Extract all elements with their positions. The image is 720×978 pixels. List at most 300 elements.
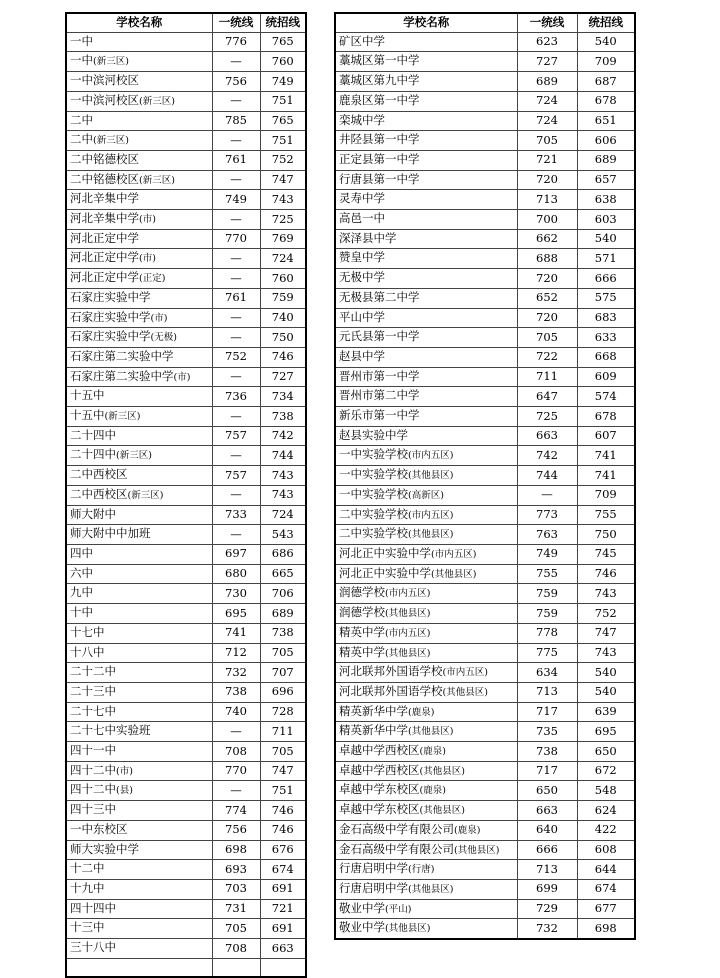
admission-line-value: 638 xyxy=(577,190,635,210)
school-name-cell xyxy=(66,72,212,92)
school-district-note: (鹿泉) xyxy=(454,824,481,836)
unified-line-value: 652 xyxy=(517,288,577,308)
unified-line-value: 756 xyxy=(212,72,260,92)
school-district-note: (其他县区) xyxy=(408,883,454,895)
unified-line-value: 720 xyxy=(517,269,577,289)
admission-line-value: 651 xyxy=(577,111,635,131)
school-name: 精英中学 xyxy=(339,644,385,659)
school-name: 精英新华中学 xyxy=(339,723,408,738)
admission-line-value: 540 xyxy=(577,663,635,683)
school-name-cell xyxy=(335,919,517,939)
table-row xyxy=(335,702,635,722)
unified-line-value: 740 xyxy=(212,702,260,722)
table-row xyxy=(66,269,306,289)
unified-line-value: — xyxy=(212,407,260,427)
unified-line-value: 755 xyxy=(517,564,577,584)
unified-line-value: 724 xyxy=(517,111,577,131)
admission-line-value: 734 xyxy=(260,387,306,407)
table-row xyxy=(335,919,635,939)
unified-line-value: 722 xyxy=(517,347,577,367)
school-name: 卓越中学西校区 xyxy=(339,762,420,777)
table-row xyxy=(66,328,306,348)
unified-line-value: 778 xyxy=(517,623,577,643)
school-name: 一中 xyxy=(70,53,93,68)
unified-line-value: 717 xyxy=(517,702,577,722)
school-name: 行唐县第一中学 xyxy=(339,171,420,186)
table-row xyxy=(66,702,306,722)
admission-line-value: 746 xyxy=(577,564,635,584)
school-name: 石家庄第二实验中学 xyxy=(70,368,174,383)
table-row xyxy=(335,308,635,328)
admission-line-value: 540 xyxy=(577,682,635,702)
school-name-cell xyxy=(66,801,212,821)
school-name: 晋州市第二中学 xyxy=(339,388,420,403)
table-row xyxy=(335,367,635,387)
unified-line-value: 757 xyxy=(212,466,260,486)
school-name-cell xyxy=(335,210,517,230)
school-name-cell xyxy=(66,150,212,170)
school-name-cell xyxy=(335,623,517,643)
admission-line-value xyxy=(260,958,306,977)
table-row xyxy=(335,860,635,880)
table-row xyxy=(66,466,306,486)
school-district-note: (其他县区) xyxy=(431,568,477,580)
admission-line-value: 543 xyxy=(260,525,306,545)
admission-line-value: 609 xyxy=(577,367,635,387)
table-row xyxy=(66,722,306,742)
school-name-cell xyxy=(335,150,517,170)
school-name-cell xyxy=(66,229,212,249)
table-row xyxy=(335,761,635,781)
table-row xyxy=(335,742,635,762)
unified-line-value: 647 xyxy=(517,387,577,407)
school-name-cell xyxy=(335,426,517,446)
school-name: 金石高级中学有限公司 xyxy=(339,821,454,836)
admission-line-value: 666 xyxy=(577,269,635,289)
school-name: 四十四中 xyxy=(70,900,116,915)
unified-line-value: 732 xyxy=(517,919,577,939)
unified-line-value: 663 xyxy=(517,801,577,821)
unified-line-value: — xyxy=(212,328,260,348)
table-row xyxy=(335,131,635,151)
school-district-note: (正定) xyxy=(139,273,166,285)
admission-line-value: 624 xyxy=(577,801,635,821)
table-row xyxy=(335,387,635,407)
school-name-cell xyxy=(66,643,212,663)
unified-line-value: 773 xyxy=(517,505,577,525)
school-name: 一中滨河校区 xyxy=(70,73,139,88)
admission-line-value: 760 xyxy=(260,269,306,289)
unified-line-value: 705 xyxy=(517,328,577,348)
unified-line-value: 757 xyxy=(212,426,260,446)
unified-line-value: 725 xyxy=(517,407,577,427)
unified-line-value: 708 xyxy=(212,939,260,959)
school-district-note: (市) xyxy=(173,371,191,383)
unified-line-value: 650 xyxy=(517,781,577,801)
school-name: 十二中 xyxy=(70,861,105,876)
unified-line-value: 724 xyxy=(517,91,577,111)
table-row xyxy=(335,604,635,624)
school-district-note: (鹿泉) xyxy=(408,706,435,718)
school-name: 一中 xyxy=(70,33,93,48)
school-name: 二中实验学校 xyxy=(339,526,408,541)
admission-line-value: 575 xyxy=(577,288,635,308)
unified-line-value: 735 xyxy=(517,722,577,742)
school-name-cell xyxy=(66,702,212,722)
table-row xyxy=(66,623,306,643)
school-name: 河北联邦外国语学校 xyxy=(339,683,443,698)
unified-line-value: 761 xyxy=(212,288,260,308)
school-name-cell xyxy=(66,32,212,52)
school-name: 二十七中 xyxy=(70,703,116,718)
school-district-note: (其他县区) xyxy=(419,765,465,777)
school-name: 精英新华中学 xyxy=(339,703,408,718)
table-row xyxy=(66,939,306,959)
school-district-note: (市内五区) xyxy=(442,667,488,679)
admission-line-value: 747 xyxy=(260,761,306,781)
unified-line-value: — xyxy=(212,485,260,505)
table-row xyxy=(66,32,306,52)
admission-line-value: 709 xyxy=(577,485,635,505)
table-row xyxy=(66,663,306,683)
unified-line-value: 689 xyxy=(517,72,577,92)
school-name-cell xyxy=(66,111,212,131)
table-row xyxy=(335,72,635,92)
unified-line-value: — xyxy=(212,249,260,269)
school-name-cell xyxy=(66,899,212,919)
admission-line-value: 745 xyxy=(577,544,635,564)
school-name-cell xyxy=(66,249,212,269)
unified-line-value: 749 xyxy=(212,190,260,210)
school-name: 四十二中 xyxy=(70,762,116,777)
school-name-cell xyxy=(335,347,517,367)
table-row xyxy=(335,801,635,821)
unified-line-value: 713 xyxy=(517,190,577,210)
school-district-note: (无极) xyxy=(150,332,177,344)
table-row xyxy=(335,505,635,525)
school-name: 二中铭德校区 xyxy=(70,171,139,186)
school-name-cell xyxy=(335,682,517,702)
unified-line-value xyxy=(212,958,260,977)
school-name-cell xyxy=(335,111,517,131)
school-district-note: (高新区) xyxy=(408,489,444,501)
school-name: 鹿泉区第一中学 xyxy=(339,92,420,107)
school-name-cell xyxy=(335,32,517,52)
unified-line-value: 698 xyxy=(212,840,260,860)
table-row xyxy=(335,485,635,505)
unified-line-value: — xyxy=(212,367,260,387)
table-row xyxy=(66,643,306,663)
unified-line-value: — xyxy=(212,722,260,742)
unified-line-value: — xyxy=(212,170,260,190)
school-name-cell xyxy=(335,229,517,249)
table-row xyxy=(66,426,306,446)
school-name: 二中西校区 xyxy=(70,486,128,501)
unified-line-value: 742 xyxy=(517,446,577,466)
school-name: 正定县第一中学 xyxy=(339,151,420,166)
school-name-cell xyxy=(335,860,517,880)
unified-line-value: 713 xyxy=(517,682,577,702)
school-name: 石家庄实验中学 xyxy=(70,289,151,304)
admission-line-value: 750 xyxy=(577,525,635,545)
table-row xyxy=(66,820,306,840)
school-name: 润德学校 xyxy=(339,585,385,600)
school-name-cell xyxy=(66,919,212,939)
admission-line-value: 728 xyxy=(260,702,306,722)
school-district-note: (新三区) xyxy=(116,450,152,462)
admission-line-value: 548 xyxy=(577,781,635,801)
unified-line-value: 776 xyxy=(212,32,260,52)
admission-line-value: 750 xyxy=(260,328,306,348)
admission-line-value: 744 xyxy=(260,446,306,466)
admission-line-value: 743 xyxy=(577,643,635,663)
table-row xyxy=(66,840,306,860)
admission-line-value: 760 xyxy=(260,52,306,72)
table-row xyxy=(66,919,306,939)
school-name-cell xyxy=(335,446,517,466)
unified-line-value: — xyxy=(212,210,260,230)
admission-line-value: 607 xyxy=(577,426,635,446)
right-score-table xyxy=(334,12,636,940)
school-name: 九中 xyxy=(70,585,93,600)
school-name-cell xyxy=(335,91,517,111)
table-row xyxy=(335,229,635,249)
table-row xyxy=(66,485,306,505)
admission-line-value: 765 xyxy=(260,111,306,131)
school-name: 矿区中学 xyxy=(339,33,385,48)
school-name-cell xyxy=(335,72,517,92)
table-row xyxy=(66,308,306,328)
unified-line-value: 749 xyxy=(517,544,577,564)
admission-line-value: 738 xyxy=(260,623,306,643)
unified-line-value: 720 xyxy=(517,308,577,328)
school-district-note: (其他县区) xyxy=(385,647,431,659)
school-name: 二十二中 xyxy=(70,664,116,679)
unified-line-value: 785 xyxy=(212,111,260,131)
table-row xyxy=(335,682,635,702)
table-row xyxy=(66,801,306,821)
school-name-cell xyxy=(66,52,212,72)
header-unified-line: 一统线 xyxy=(517,13,577,32)
school-name-cell xyxy=(66,387,212,407)
school-name: 十三中 xyxy=(70,920,105,935)
school-name-cell xyxy=(335,879,517,899)
admission-line-value: 746 xyxy=(260,801,306,821)
table-row xyxy=(335,623,635,643)
table-row xyxy=(66,604,306,624)
school-name-cell xyxy=(335,742,517,762)
table-row xyxy=(66,407,306,427)
admission-line-value: 725 xyxy=(260,210,306,230)
admission-line-value: 740 xyxy=(260,308,306,328)
school-name: 二中铭德校区 xyxy=(70,151,139,166)
school-name-cell xyxy=(335,131,517,151)
admission-line-value: 706 xyxy=(260,584,306,604)
table-row xyxy=(335,91,635,111)
table-row xyxy=(335,840,635,860)
school-name-cell xyxy=(66,820,212,840)
admission-line-value: 743 xyxy=(260,466,306,486)
admission-line-value: 742 xyxy=(260,426,306,446)
admission-line-value: 709 xyxy=(577,52,635,72)
admission-line-value: 696 xyxy=(260,682,306,702)
school-name-cell xyxy=(335,269,517,289)
unified-line-value: — xyxy=(212,446,260,466)
school-name: 四中 xyxy=(70,545,93,560)
table-row xyxy=(335,663,635,683)
school-name-cell xyxy=(335,801,517,821)
school-name: 一中实验学校 xyxy=(339,447,408,462)
school-name: 二中西校区 xyxy=(70,467,128,482)
admission-line-value: 727 xyxy=(260,367,306,387)
table-row xyxy=(335,781,635,801)
admission-line-value: 540 xyxy=(577,32,635,52)
school-name: 河北正定中学 xyxy=(70,250,139,265)
school-name-cell xyxy=(66,505,212,525)
school-district-note: (市) xyxy=(139,253,156,265)
school-name-cell xyxy=(66,308,212,328)
table-row xyxy=(335,722,635,742)
table-row xyxy=(66,111,306,131)
unified-line-value: 640 xyxy=(517,820,577,840)
unified-line-value: 729 xyxy=(517,899,577,919)
school-name: 一中实验学校 xyxy=(339,467,408,482)
unified-line-value: 736 xyxy=(212,387,260,407)
table-row xyxy=(335,288,635,308)
admission-line-value: 743 xyxy=(260,190,306,210)
school-name-cell xyxy=(66,604,212,624)
school-name-cell xyxy=(335,249,517,269)
school-name: 十五中 xyxy=(70,388,105,403)
unified-line-value: 761 xyxy=(212,150,260,170)
admission-line-value: 691 xyxy=(260,879,306,899)
school-name: 栾城中学 xyxy=(339,112,385,127)
table-row xyxy=(335,879,635,899)
school-name: 十九中 xyxy=(70,880,105,895)
admission-line-value: 668 xyxy=(577,347,635,367)
school-name: 精英中学 xyxy=(339,624,385,639)
school-name: 金石高级中学有限公司 xyxy=(339,841,454,856)
admission-line-value: 676 xyxy=(260,840,306,860)
unified-line-value: 759 xyxy=(517,604,577,624)
school-name-cell xyxy=(66,840,212,860)
school-name: 卓越中学西校区 xyxy=(339,743,420,758)
admission-line-value: 657 xyxy=(577,170,635,190)
admission-line-value: 721 xyxy=(260,899,306,919)
school-name-cell xyxy=(335,170,517,190)
school-name-cell xyxy=(66,663,212,683)
school-name: 赵县中学 xyxy=(339,348,385,363)
school-name: 十七中 xyxy=(70,624,105,639)
unified-line-value: 738 xyxy=(517,742,577,762)
table-row xyxy=(335,32,635,52)
school-name: 三十八中 xyxy=(70,940,116,955)
admission-line-value: 741 xyxy=(577,466,635,486)
admission-line-value: 608 xyxy=(577,840,635,860)
school-name-cell xyxy=(335,367,517,387)
school-name-cell xyxy=(66,623,212,643)
school-name-cell xyxy=(66,544,212,564)
school-name: 石家庄第二实验中学 xyxy=(70,348,174,363)
school-name-cell xyxy=(66,407,212,427)
school-name: 赞皇中学 xyxy=(339,250,385,265)
school-name-cell xyxy=(66,347,212,367)
table-row xyxy=(66,879,306,899)
school-name-cell xyxy=(66,269,212,289)
table-row xyxy=(335,564,635,584)
school-name-cell xyxy=(335,604,517,624)
left-score-table xyxy=(65,12,307,978)
school-name: 敬业中学 xyxy=(339,920,385,935)
table-row xyxy=(335,426,635,446)
school-name: 卓越中学东校区 xyxy=(339,802,420,817)
school-name-cell xyxy=(66,781,212,801)
table-row xyxy=(335,249,635,269)
school-name-cell xyxy=(66,860,212,880)
school-district-note: (鹿泉) xyxy=(419,785,446,797)
admission-line-value: 724 xyxy=(260,249,306,269)
school-district-note: (市内五区) xyxy=(408,450,454,462)
unified-line-value: — xyxy=(212,308,260,328)
school-name-cell xyxy=(335,781,517,801)
school-name-cell xyxy=(66,288,212,308)
school-name: 二十四中 xyxy=(70,427,116,442)
school-name: 无极中学 xyxy=(339,270,385,285)
admission-line-value: 540 xyxy=(577,229,635,249)
school-district-note: (市内五区) xyxy=(385,588,431,600)
school-name-cell xyxy=(335,466,517,486)
school-name: 井陉县第一中学 xyxy=(339,132,420,147)
admission-line-value: 691 xyxy=(260,919,306,939)
school-name: 元氏县第一中学 xyxy=(339,329,420,344)
school-name-cell xyxy=(66,485,212,505)
unified-line-value: — xyxy=(517,485,577,505)
admission-line-value: 707 xyxy=(260,663,306,683)
school-district-note: (新三区) xyxy=(139,95,175,107)
school-name-cell xyxy=(66,742,212,762)
admission-line-value: 677 xyxy=(577,899,635,919)
admission-line-value: 698 xyxy=(577,919,635,939)
admission-line-value: 751 xyxy=(260,781,306,801)
school-district-note: (鹿泉) xyxy=(419,746,446,758)
unified-line-value: 717 xyxy=(517,761,577,781)
table-row xyxy=(335,466,635,486)
school-name: 高邑一中 xyxy=(339,211,385,226)
school-name: 河北辛集中学 xyxy=(70,211,139,226)
school-name: 师大实验中学 xyxy=(70,841,139,856)
admission-line-value: 759 xyxy=(260,288,306,308)
admission-line-value: 752 xyxy=(260,150,306,170)
unified-line-value: 700 xyxy=(517,210,577,230)
table-row xyxy=(66,131,306,151)
unified-line-value: — xyxy=(212,269,260,289)
admission-line-value: 743 xyxy=(577,584,635,604)
unified-line-value: 774 xyxy=(212,801,260,821)
unified-line-value: 744 xyxy=(517,466,577,486)
admission-line-value: 639 xyxy=(577,702,635,722)
admission-line-value: 674 xyxy=(260,860,306,880)
school-name: 师大附中 xyxy=(70,506,116,521)
table-row xyxy=(335,170,635,190)
school-name-cell xyxy=(66,446,212,466)
admission-line-value: 674 xyxy=(577,879,635,899)
school-name-cell xyxy=(66,939,212,959)
school-district-note: (市内五区) xyxy=(408,509,454,521)
header-admission-line: 统招线 xyxy=(260,13,306,32)
school-name: 灵寿中学 xyxy=(339,191,385,206)
admission-line-value: 695 xyxy=(577,722,635,742)
unified-line-value: 752 xyxy=(212,347,260,367)
